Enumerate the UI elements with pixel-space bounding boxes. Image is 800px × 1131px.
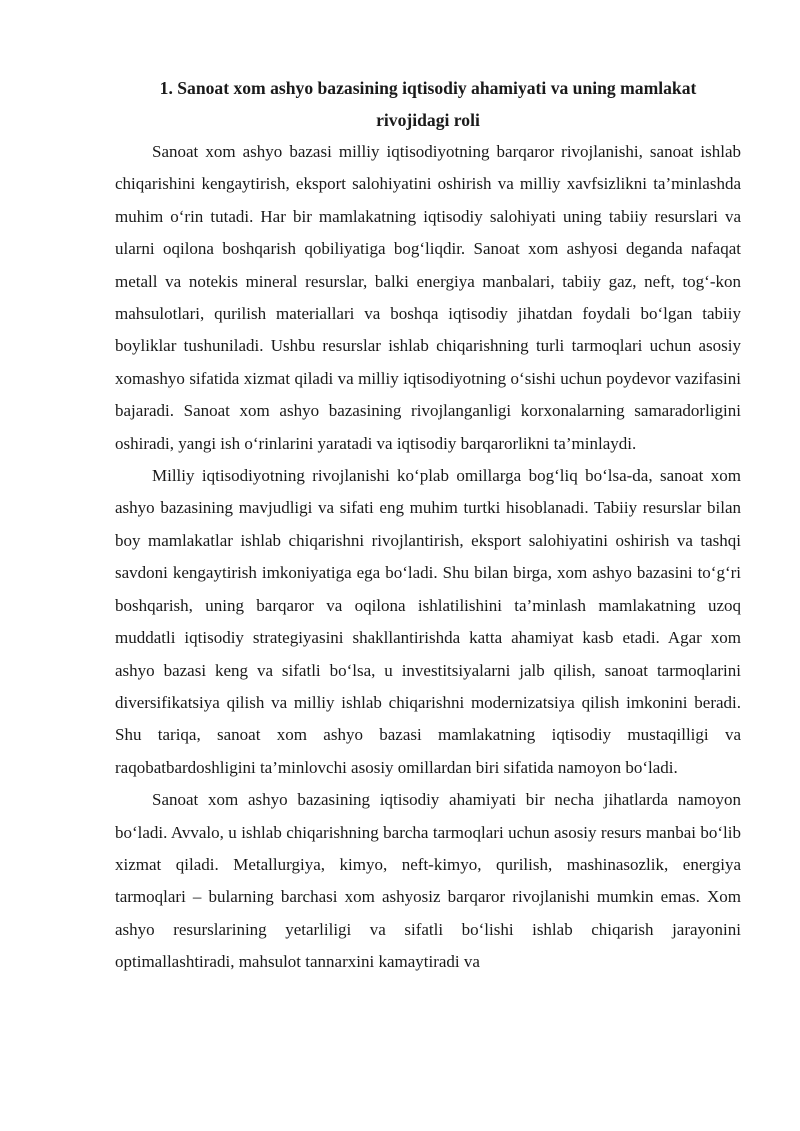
paragraph-3: Sanoat xom ashyo bazasining iqtisodiy ahamiyati bir necha jihatlarda namoyon bo‘ladi. Avvalo, u ishlab chiqarishning barcha tarmoqlari uchun asosiy resurs manbai bo‘lib xizmat qiladi. Metallurgiya, kimyo, neft-kimyo, qurilish, mashinasozlik, energiya tarmoqlari – bularning barchasi xom ashyosiz barqaror rivojlanishi mumkin emas. Xom ashyo resurslarining yetarliligi va sifatli bo‘lishi ishlab chiqarish jarayonini optimallashtiradi, mahsulot tannarxini kamaytiradi va xyxy=(115,790,741,972)
section-heading: 1. Sanoat xom ashyo bazasining iqtisodiy ahamiyati va uning mamlakat rivojidagi roli xyxy=(159,78,697,130)
paragraph-2: Milliy iqtisodiyotning rivojlanishi ko‘plab omillarga bog‘liq bo‘lsa-da, sanoat xom ashyo bazasining mavjudligi va sifati eng muhim turtki hisoblanadi. Tabiiy resurslar bilan boy mamlakatlar ishlab chiqarishni rivojlantirish, eksport salohiyatini oshirish va tashqi savdoni kengaytirish imkoniyatiga ega bo‘ladi. Shu bilan birga, xom ashyo bazasini to‘g‘ri boshqarish, uning barqaror va oqilona ishlatilishini ta’minlash mamlakatning uzoq muddatli iqtisodiy strategiyasini shakllantirishda katta ahamiyat kasb etadi. Agar xom ashyo bazasi keng va sifatli bo‘lsa, u investitsiyalarni jalb qilish, sanoat tarmoqlarini diversifikatsiya qilish va milliy ishlab chiqarishni modernizatsiya qilish imkonini beradi. Shu tariqa, sanoat xom ashyo bazasi mamlakatning iqtisodiy mustaqilligi va raqobatbardoshligini ta’minlovchi asosiy omillardan biri sifatida namoyon bo‘ladi. xyxy=(115,466,741,777)
document-page xyxy=(115,72,741,979)
paragraph-1: Sanoat xom ashyo bazasi milliy iqtisodiyotning barqaror rivojlanishi, sanoat ishlab chiqarishini kengaytirish, eksport salohiyatini oshirish va milliy xavfsizlikni ta’minlashda muhim o‘rin tutadi. Har bir mamlakatning iqtisodiy salohiyati uning tabiiy resurslari va ularni oqilona boshqarish qobiliyatiga bog‘liqdir. Sanoat xom ashyosi deganda nafaqat metall va notekis mineral resurslar, balki energiya manbalari, tabiiy gaz, neft, tog‘-kon mahsulotlari, qurilish materiallari va boshqa iqtisodiy jihatdan foydali bo‘lgan tabiiy boyliklar tushuniladi. Ushbu resurslar ishlab chiqarishning turli tarmoqlari uchun asosiy xomashyo sifatida xizmat qiladi va milliy iqtisodiyotning o‘sishi uchun poydevor vazifasini bajaradi. Sanoat xom ashyo bazasining rivojlanganligi korxonalarning samaradorligini oshiradi, yangi ish o‘rinlarini yaratadi va iqtisodiy barqarorlikni ta’minlaydi. xyxy=(115,142,741,453)
